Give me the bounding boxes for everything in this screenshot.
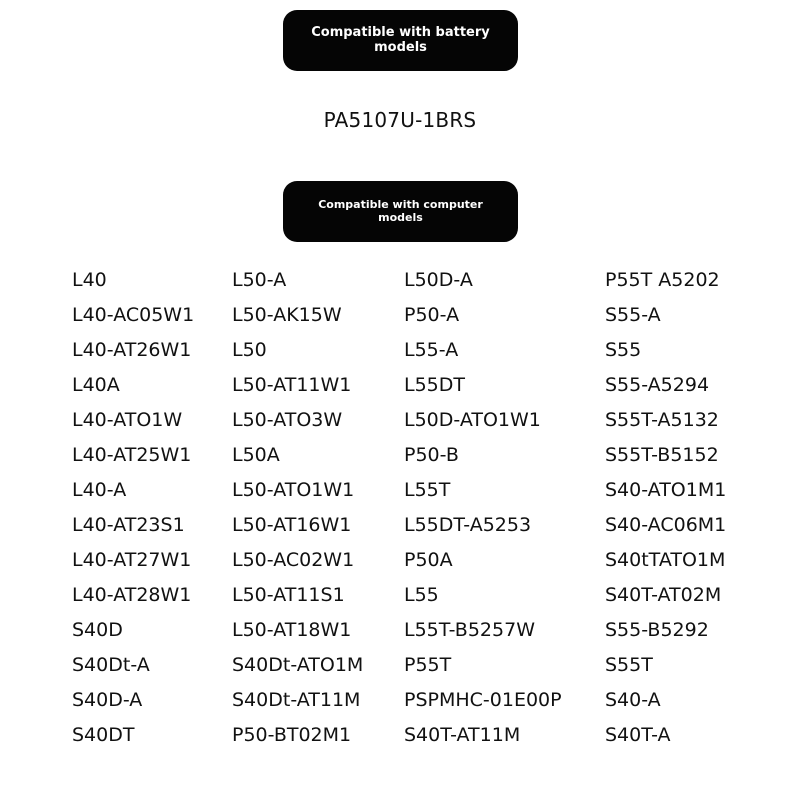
computer-model-item: S55-B5292 xyxy=(605,619,709,641)
computer-model-item: S55T xyxy=(605,654,653,676)
computer-model-item: L50-AT11W1 xyxy=(232,374,352,396)
computer-model-item: S55T-B5152 xyxy=(605,444,719,466)
computer-model-item: S55-A xyxy=(605,304,661,326)
computer-model-item: L40-A xyxy=(72,479,127,501)
computer-model-item: L55 xyxy=(404,584,439,606)
computer-model-item: S40T-A xyxy=(605,724,671,746)
models-column-3 xyxy=(404,265,562,755)
computer-model-item: L50-AT16W1 xyxy=(232,514,352,536)
computer-model-item: L40-AT23S1 xyxy=(72,514,185,536)
computer-models-header xyxy=(283,181,518,242)
computer-model-item: L55T-B5257W xyxy=(404,619,535,641)
computer-model-item: L40 xyxy=(72,269,107,291)
computer-model-item: S40-AC06M1 xyxy=(605,514,727,536)
computer-model-item: P55T A5202 xyxy=(605,269,720,291)
computer-model-item: L50-AT18W1 xyxy=(232,619,352,641)
computer-model-item: L55DT xyxy=(404,374,465,396)
computer-model-item: L55T xyxy=(404,479,451,501)
battery-models-header-text: Compatible with battery models xyxy=(311,24,490,55)
computer-model-item: L40-AT27W1 xyxy=(72,549,192,571)
computer-model-item: L40-AT28W1 xyxy=(72,584,192,606)
computer-model-item: S55-A5294 xyxy=(605,374,710,396)
computer-model-item: P55T xyxy=(404,654,452,676)
computer-model-item: S55T-A5132 xyxy=(605,409,719,431)
models-column-4 xyxy=(605,265,726,755)
computer-model-item: L55-A xyxy=(404,339,459,361)
computer-model-item: S40-A xyxy=(605,689,661,711)
computer-model-item: L40-AC05W1 xyxy=(72,304,195,326)
computer-model-item: L50-ATO3W xyxy=(232,409,343,431)
computer-model-item: S40T-AT02M xyxy=(605,584,722,606)
computer-model-item: S40Dt-ATO1M xyxy=(232,654,364,676)
models-column-1 xyxy=(72,265,194,755)
computer-model-item: P50-B xyxy=(404,444,459,466)
computer-model-item: S40-ATO1M1 xyxy=(605,479,727,501)
computer-model-item: L50D-ATO1W1 xyxy=(404,409,541,431)
computer-model-item: L50-AC02W1 xyxy=(232,549,355,571)
computer-model-item: L40-AT26W1 xyxy=(72,339,192,361)
computer-model-item: L40-AT25W1 xyxy=(72,444,192,466)
computer-model-item: S40T-AT11M xyxy=(404,724,521,746)
computer-model-item: S40D xyxy=(72,619,123,641)
computer-model-item: L40A xyxy=(72,374,120,396)
computer-model-item: L50-AK15W xyxy=(232,304,342,326)
computer-model-item: S40D-A xyxy=(72,689,143,711)
computer-model-item: L50A xyxy=(232,444,280,466)
computer-model-item: L40-ATO1W xyxy=(72,409,183,431)
computer-model-item: L50-ATO1W1 xyxy=(232,479,355,501)
computer-model-item: P50-BT02M1 xyxy=(232,724,352,746)
computer-model-item: PSPMHC-01E00P xyxy=(404,689,562,711)
computer-model-item: S40Dt-A xyxy=(72,654,150,676)
battery-models-header xyxy=(283,10,518,71)
models-column-2 xyxy=(232,265,363,755)
computer-model-item: S40DT xyxy=(72,724,135,746)
computer-model-item: S40tTATO1M xyxy=(605,549,726,571)
battery-model-number: PA5107U-1BRS xyxy=(323,108,477,132)
computer-model-item: S55 xyxy=(605,339,642,361)
computer-model-item: L50 xyxy=(232,339,267,361)
computer-model-item: P50A xyxy=(404,549,453,571)
computer-model-item: L55DT-A5253 xyxy=(404,514,532,536)
computer-model-item: P50-A xyxy=(404,304,460,326)
computer-model-item: L50-AT11S1 xyxy=(232,584,345,606)
computer-models-header-text: Compatible with computer models xyxy=(318,197,483,224)
computer-model-item: L50-A xyxy=(232,269,287,291)
computer-model-item: S40Dt-AT11M xyxy=(232,689,361,711)
computer-model-item: L50D-A xyxy=(404,269,473,291)
